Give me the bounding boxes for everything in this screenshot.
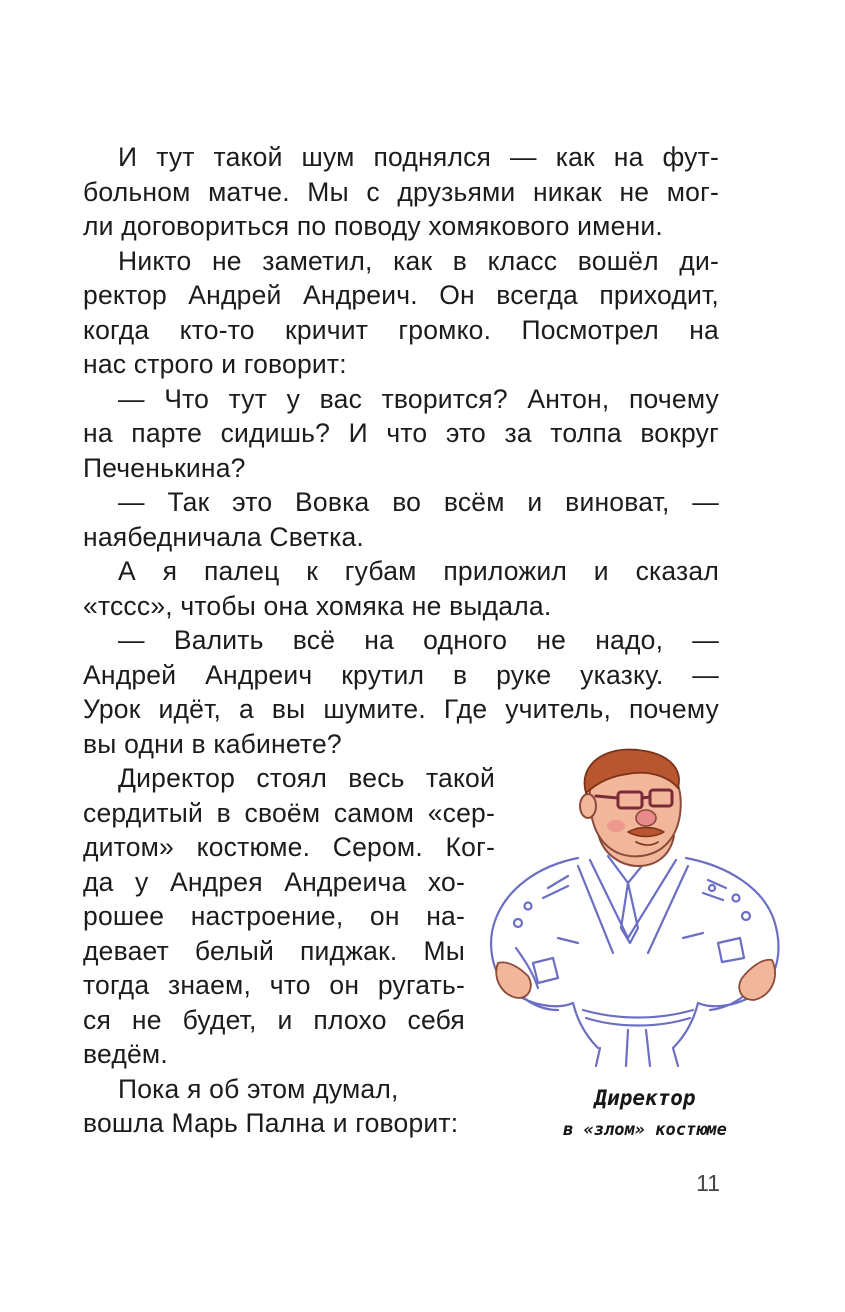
- text-line: Директор стоял весь такой: [118, 763, 495, 793]
- text-line: нас строго и говорит:: [83, 349, 347, 379]
- text-line: наябедничала Светка.: [83, 521, 364, 552]
- text-line: Никто не заметил, как в класс вошёл ди-: [118, 245, 719, 276]
- text-line: А я палец к губам приложил и сказал: [118, 556, 719, 586]
- text-line: тогда знаем, что он ругать-: [83, 970, 465, 1000]
- text-line: да у Андрея Андреича хо-: [83, 866, 465, 897]
- text-line: — Так это Вовка во всём и виноват, —: [118, 487, 719, 517]
- suit-sketch: [491, 856, 778, 1066]
- text-line: на парте сидишь? И что это за толпа вокруг: [83, 418, 719, 448]
- text-line: — Что тут у вас творится? Антон, почему: [118, 383, 719, 414]
- text-line: дитом» костюме. Сером. Ког-: [83, 832, 495, 862]
- text-line: ли договориться по поводу хомякового имени.: [83, 211, 663, 241]
- text-line: Урок идёт, а вы шумите. Где учитель, почему: [83, 694, 719, 724]
- text-line: рошее настроение, он на-: [83, 901, 465, 931]
- text-line: вы одни в кабинете?: [83, 728, 342, 759]
- text-line: ректор Андрей Андреич. Он всегда приходит,: [83, 280, 719, 310]
- page-number: 11: [696, 1170, 720, 1196]
- director-illustration: [478, 748, 790, 1068]
- text-line: И тут такой шум поднялся — как на фут-: [118, 142, 719, 172]
- text-line: Пока я об этом думал,: [118, 1073, 399, 1104]
- text-line: Печенькина?: [83, 452, 246, 483]
- text-line: «тссс», чтобы она хомяка не выдала.: [83, 590, 552, 621]
- text-line: когда кто-то кричит громко. Посмотрел на: [83, 314, 719, 345]
- director-head: [580, 749, 681, 866]
- text-line: вошла Марь Пална и говорит:: [83, 1108, 459, 1138]
- text-line: больном матче. Мы с друзьями никак не мог-: [83, 176, 719, 207]
- text-line: девает белый пиджак. Мы: [83, 935, 465, 966]
- text-line: сердитый в своём самом «сер-: [83, 797, 495, 828]
- text-line: — Валить всё на одного не надо, —: [118, 625, 719, 655]
- text-line: ведём.: [83, 1039, 168, 1069]
- illustration-caption-title: Директор: [594, 1086, 696, 1110]
- illustration-caption-subtitle: в «злом» костюме: [563, 1120, 727, 1140]
- text-line: Андрей Андреич крутил в руке указку. —: [83, 659, 719, 690]
- text-line: ся не будет, и плохо себя: [83, 1004, 465, 1035]
